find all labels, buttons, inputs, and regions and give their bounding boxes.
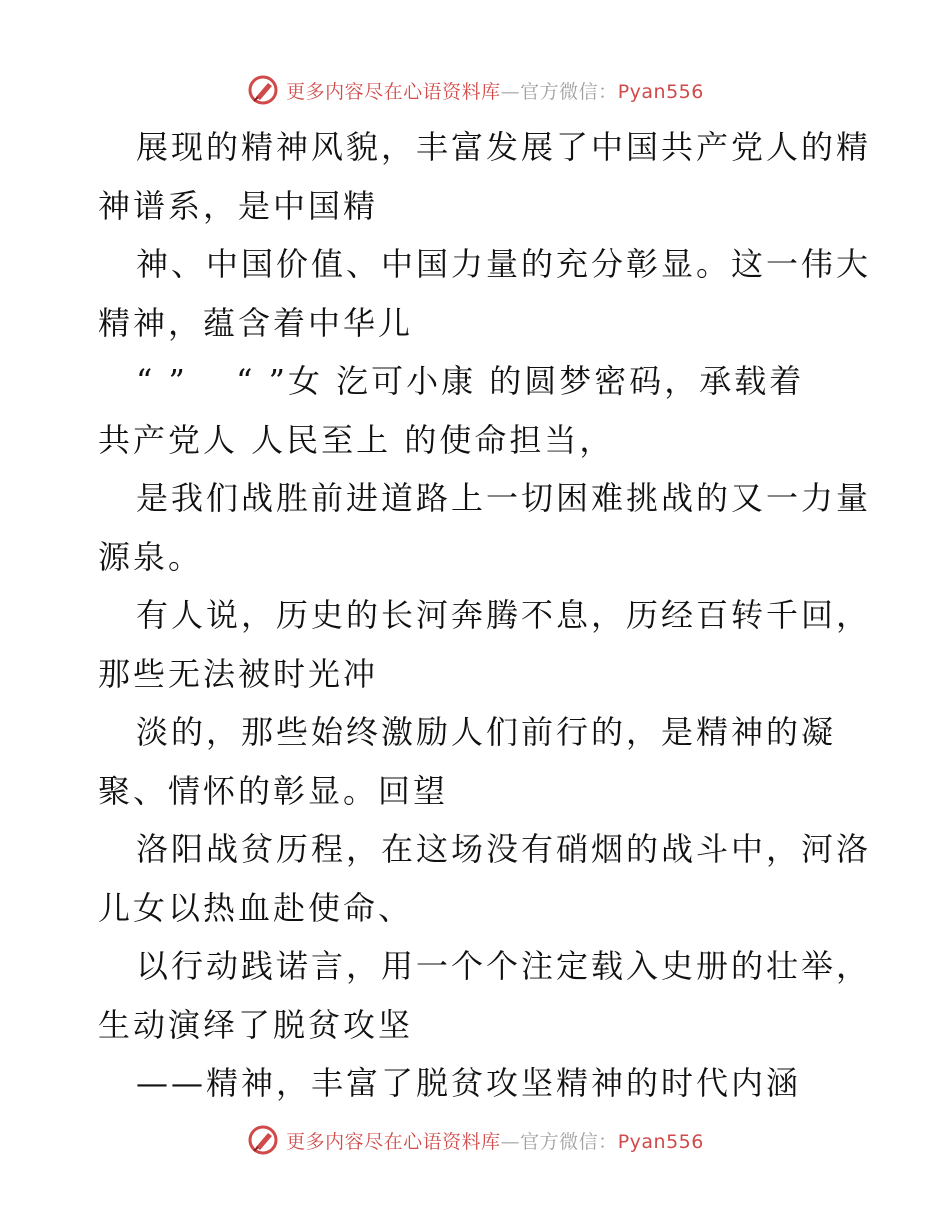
banner-wechat-label: 官方微信： bbox=[520, 80, 618, 103]
banner-wechat-id: Pyan556 bbox=[617, 80, 704, 103]
body-line: 以行动践诺言，用一个个注定载入史册的壮举， bbox=[136, 947, 872, 985]
banner-separator: — bbox=[500, 1130, 521, 1153]
banner-text bbox=[286, 77, 704, 104]
body-line: 神、中国价值、中国力量的充分彰显。这一伟大 bbox=[136, 245, 872, 283]
document-body bbox=[98, 118, 872, 1113]
body-line: 生动演绎了脱贫攻坚 bbox=[98, 1005, 414, 1044]
body-line: 淡的，那些始终激励人们前行的，是精神的凝 bbox=[136, 713, 837, 751]
body-line: ——精神，丰富了脱贫攻坚精神的时代内涵 bbox=[136, 1064, 802, 1102]
body-line: 精神，蕴含着中华儿 bbox=[98, 303, 414, 342]
body-line: 儿女以热血赴使命、 bbox=[98, 888, 414, 927]
body-line: 那些无法被时光冲 bbox=[98, 654, 379, 693]
body-line: 神谱系，是中国精 bbox=[98, 186, 379, 225]
footer-banner bbox=[0, 1120, 950, 1160]
header-banner bbox=[0, 70, 950, 110]
body-line: 有人说，历史的长河奔腾不息，历经百转千回， bbox=[136, 596, 872, 634]
banner-wechat-id: Pyan556 bbox=[617, 1130, 704, 1153]
banner-slogan: 更多内容尽在心语资料库 bbox=[286, 1130, 501, 1153]
banner-text bbox=[286, 1127, 704, 1154]
banner-slogan: 更多内容尽在心语资料库 bbox=[286, 80, 501, 103]
body-line: 聚、情怀的彰显。回望 bbox=[98, 771, 449, 810]
body-line: “ ” “ ”女 汔可小康 的圆梦密码，承载着 bbox=[136, 362, 805, 400]
pen-seal-logo-icon bbox=[246, 1123, 280, 1157]
body-line: 源泉。 bbox=[98, 537, 204, 576]
banner-separator: — bbox=[500, 80, 521, 103]
body-line: 共产党人 人民至上 的使命担当， bbox=[98, 420, 615, 459]
body-line: 是我们战胜前进道路上一切困难挑战的又一力量 bbox=[136, 479, 872, 517]
banner-wechat-label: 官方微信： bbox=[520, 1130, 618, 1153]
pen-seal-logo-icon bbox=[246, 73, 280, 107]
body-line: 展现的精神风貌，丰富发展了中国共产党人的精 bbox=[136, 128, 872, 166]
body-line: 洛阳战贫历程，在这场没有硝烟的战斗中，河洛 bbox=[136, 830, 872, 868]
